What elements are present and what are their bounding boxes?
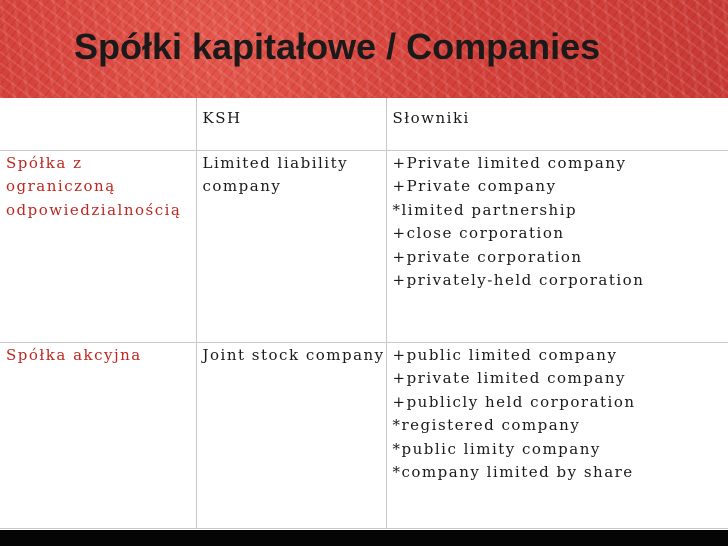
dictionary-entry: +Private limited company (392, 153, 627, 172)
dictionary-entry: *company limited by share (392, 463, 634, 481)
dictionary-entry: *public limity company (392, 439, 601, 458)
table-header-row (0, 98, 728, 150)
header-cell-dictionaries: Słowniki (386, 98, 728, 150)
polish-term-line: ograniczoną (6, 177, 116, 195)
dictionary-cell (386, 342, 728, 528)
dictionary-cell (386, 150, 728, 342)
polish-term-line: odpowiedzialnością (6, 200, 182, 219)
dictionary-entry: *limited partnership (392, 200, 578, 219)
dictionary-entry: *registered company (392, 416, 581, 434)
dictionary-entry: +privately-held corporation (392, 271, 645, 289)
companies-table (0, 98, 728, 529)
polish-term-cell (0, 150, 196, 342)
ksh-translation-line: company (202, 177, 282, 195)
dictionary-entry: +Private company (392, 177, 557, 195)
table-row (0, 342, 728, 528)
polish-term-cell (0, 342, 196, 528)
dictionary-entry: +close corporation (392, 224, 565, 242)
dictionary-entry: +private corporation (392, 247, 583, 266)
dictionary-entry: +public limited company (392, 345, 618, 364)
header-cell-empty (0, 98, 196, 150)
polish-term-line: Spółka akcyjna (6, 345, 142, 364)
table-row (0, 150, 728, 342)
header-cell-ksh: KSH (196, 98, 386, 150)
ksh-translation-line: Limited liability (202, 153, 349, 172)
polish-term-line: Spółka z (6, 153, 83, 172)
footer-bar (0, 530, 728, 546)
ksh-translation-cell (196, 150, 386, 342)
dictionary-entry: +publicly held corporation (392, 392, 636, 411)
ksh-translation-cell (196, 342, 386, 528)
slide-title: Spółki kapitałowe / Companies (74, 26, 601, 67)
ksh-translation-line: Joint stock company (202, 345, 385, 364)
dictionary-entry: +private limited company (392, 369, 626, 387)
